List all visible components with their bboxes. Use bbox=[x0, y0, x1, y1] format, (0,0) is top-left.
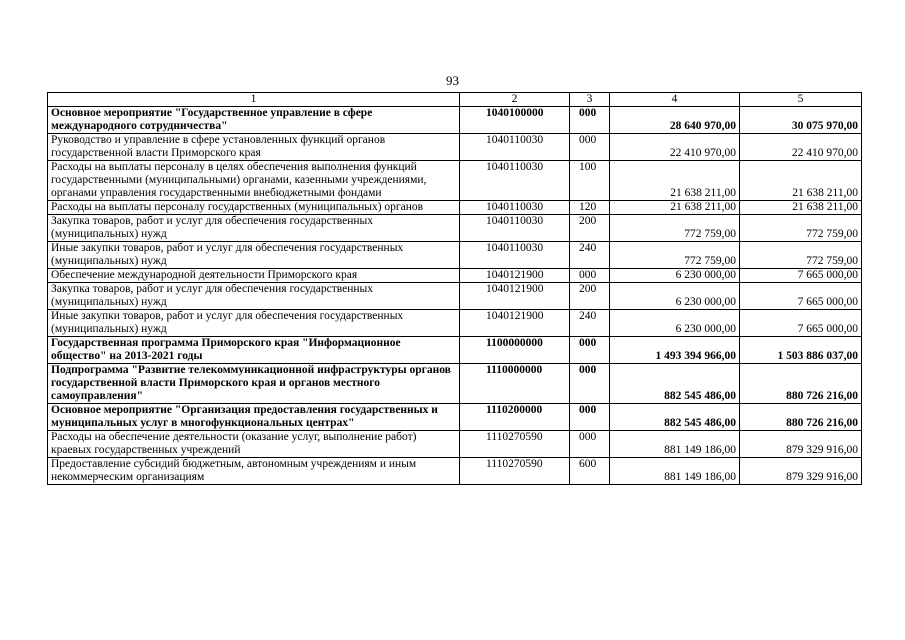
row-name-cell: Основное мероприятие "Государственное управление в сфере международного сотрудничества" bbox=[48, 107, 460, 134]
row-amount-col4-cell: 6 230 000,00 bbox=[610, 283, 740, 310]
table-row bbox=[48, 404, 862, 431]
row-amount-col4-cell: 881 149 186,00 bbox=[610, 458, 740, 485]
row-amount-col4-cell: 882 545 486,00 bbox=[610, 404, 740, 431]
row-name-cell: Расходы на выплаты персоналу государственных (муниципальных) органов bbox=[48, 201, 460, 215]
row-name-cell: Предоставление субсидий бюджетным, автономным учреждениям и иным некоммерческим организациям bbox=[48, 458, 460, 485]
row-name-cell: Подпрограмма "Развитие телекоммуникационной инфраструктуры органов государственной власти Приморского края и органов местного самоуправления" bbox=[48, 364, 460, 404]
row-name-cell: Иные закупки товаров, работ и услуг для обеспечения государственных (муниципальных) нужд bbox=[48, 310, 460, 337]
row-amount-col5-cell: 880 726 216,00 bbox=[740, 364, 862, 404]
header-row bbox=[48, 93, 862, 107]
table-row bbox=[48, 161, 862, 201]
row-amount-col4-cell: 6 230 000,00 bbox=[610, 310, 740, 337]
row-amount-col4-cell: 772 759,00 bbox=[610, 242, 740, 269]
header-cell-5: 5 bbox=[740, 93, 862, 107]
row-name-cell: Руководство и управление в сфере установленных функций органов государственной власти Приморского края bbox=[48, 134, 460, 161]
table-row bbox=[48, 364, 862, 404]
row-expense-type-cell: 000 bbox=[570, 404, 610, 431]
header-cell-3: 3 bbox=[570, 93, 610, 107]
table-row bbox=[48, 134, 862, 161]
table-row bbox=[48, 107, 862, 134]
row-expense-type-cell: 200 bbox=[570, 283, 610, 310]
row-amount-col5-cell: 880 726 216,00 bbox=[740, 404, 862, 431]
row-name-cell: Расходы на обеспечение деятельности (оказание услуг, выполнение работ) краевых государственных учреждений bbox=[48, 431, 460, 458]
row-expense-type-cell: 200 bbox=[570, 215, 610, 242]
row-expense-type-cell: 600 bbox=[570, 458, 610, 485]
row-name-cell: Расходы на выплаты персоналу в целях обеспечения выполнения функций государственными (муниципальными) органами, казенными учреждениями, органами управления государственными внебюджетными фондами bbox=[48, 161, 460, 201]
row-amount-col4-cell: 881 149 186,00 bbox=[610, 431, 740, 458]
row-code-cell: 1040110030 bbox=[460, 161, 570, 201]
row-code-cell: 1040110030 bbox=[460, 134, 570, 161]
row-expense-type-cell: 000 bbox=[570, 269, 610, 283]
row-amount-col5-cell: 22 410 970,00 bbox=[740, 134, 862, 161]
row-expense-type-cell: 000 bbox=[570, 364, 610, 404]
row-amount-col5-cell: 1 503 886 037,00 bbox=[740, 337, 862, 364]
row-name-cell: Иные закупки товаров, работ и услуг для обеспечения государственных (муниципальных) нужд bbox=[48, 242, 460, 269]
row-expense-type-cell: 000 bbox=[570, 337, 610, 364]
row-expense-type-cell: 000 bbox=[570, 134, 610, 161]
table-row bbox=[48, 458, 862, 485]
row-name-cell: Закупка товаров, работ и услуг для обеспечения государственных (муниципальных) нужд bbox=[48, 215, 460, 242]
row-amount-col5-cell: 879 329 916,00 bbox=[740, 458, 862, 485]
row-amount-col5-cell: 21 638 211,00 bbox=[740, 201, 862, 215]
row-amount-col4-cell: 21 638 211,00 bbox=[610, 161, 740, 201]
row-amount-col5-cell: 21 638 211,00 bbox=[740, 161, 862, 201]
table-row bbox=[48, 337, 862, 364]
row-expense-type-cell: 240 bbox=[570, 310, 610, 337]
row-amount-col5-cell: 7 665 000,00 bbox=[740, 269, 862, 283]
table-row bbox=[48, 310, 862, 337]
row-expense-type-cell: 000 bbox=[570, 107, 610, 134]
row-name-cell: Обеспечение международной деятельности Приморского края bbox=[48, 269, 460, 283]
row-amount-col5-cell: 7 665 000,00 bbox=[740, 283, 862, 310]
row-amount-col5-cell: 30 075 970,00 bbox=[740, 107, 862, 134]
row-name-cell: Государственная программа Приморского края "Информационное общество" на 2013-2021 годы bbox=[48, 337, 460, 364]
row-amount-col4-cell: 772 759,00 bbox=[610, 215, 740, 242]
table-row bbox=[48, 215, 862, 242]
row-amount-col5-cell: 772 759,00 bbox=[740, 215, 862, 242]
row-code-cell: 1040121900 bbox=[460, 310, 570, 337]
header-cell-1: 1 bbox=[48, 93, 460, 107]
row-expense-type-cell: 100 bbox=[570, 161, 610, 201]
row-code-cell: 1110200000 bbox=[460, 404, 570, 431]
row-code-cell: 1110270590 bbox=[460, 458, 570, 485]
row-expense-type-cell: 240 bbox=[570, 242, 610, 269]
row-name-cell: Закупка товаров, работ и услуг для обеспечения государственных (муниципальных) нужд bbox=[48, 283, 460, 310]
row-amount-col4-cell: 28 640 970,00 bbox=[610, 107, 740, 134]
table-row bbox=[48, 242, 862, 269]
row-amount-col4-cell: 6 230 000,00 bbox=[610, 269, 740, 283]
table-row bbox=[48, 283, 862, 310]
row-amount-col5-cell: 772 759,00 bbox=[740, 242, 862, 269]
row-code-cell: 1040110030 bbox=[460, 215, 570, 242]
row-code-cell: 1110270590 bbox=[460, 431, 570, 458]
table-row bbox=[48, 431, 862, 458]
row-amount-col4-cell: 1 493 394 966,00 bbox=[610, 337, 740, 364]
row-amount-col4-cell: 22 410 970,00 bbox=[610, 134, 740, 161]
row-code-cell: 1040110030 bbox=[460, 201, 570, 215]
budget-table bbox=[47, 92, 862, 485]
row-code-cell: 1040100000 bbox=[460, 107, 570, 134]
row-amount-col4-cell: 21 638 211,00 bbox=[610, 201, 740, 215]
page-number: 93 bbox=[446, 73, 459, 88]
row-expense-type-cell: 120 bbox=[570, 201, 610, 215]
header-cell-4: 4 bbox=[610, 93, 740, 107]
row-name-cell: Основное мероприятие "Организация предоставления государственных и муниципальных услуг в многофункциональных центрах" bbox=[48, 404, 460, 431]
header-cell-2: 2 bbox=[460, 93, 570, 107]
row-amount-col5-cell: 879 329 916,00 bbox=[740, 431, 862, 458]
row-amount-col4-cell: 882 545 486,00 bbox=[610, 364, 740, 404]
row-code-cell: 1040121900 bbox=[460, 269, 570, 283]
table-row bbox=[48, 201, 862, 215]
row-amount-col5-cell: 7 665 000,00 bbox=[740, 310, 862, 337]
row-code-cell: 1040121900 bbox=[460, 283, 570, 310]
row-code-cell: 1100000000 bbox=[460, 337, 570, 364]
row-expense-type-cell: 000 bbox=[570, 431, 610, 458]
table-row bbox=[48, 269, 862, 283]
row-code-cell: 1110000000 bbox=[460, 364, 570, 404]
row-code-cell: 1040110030 bbox=[460, 242, 570, 269]
